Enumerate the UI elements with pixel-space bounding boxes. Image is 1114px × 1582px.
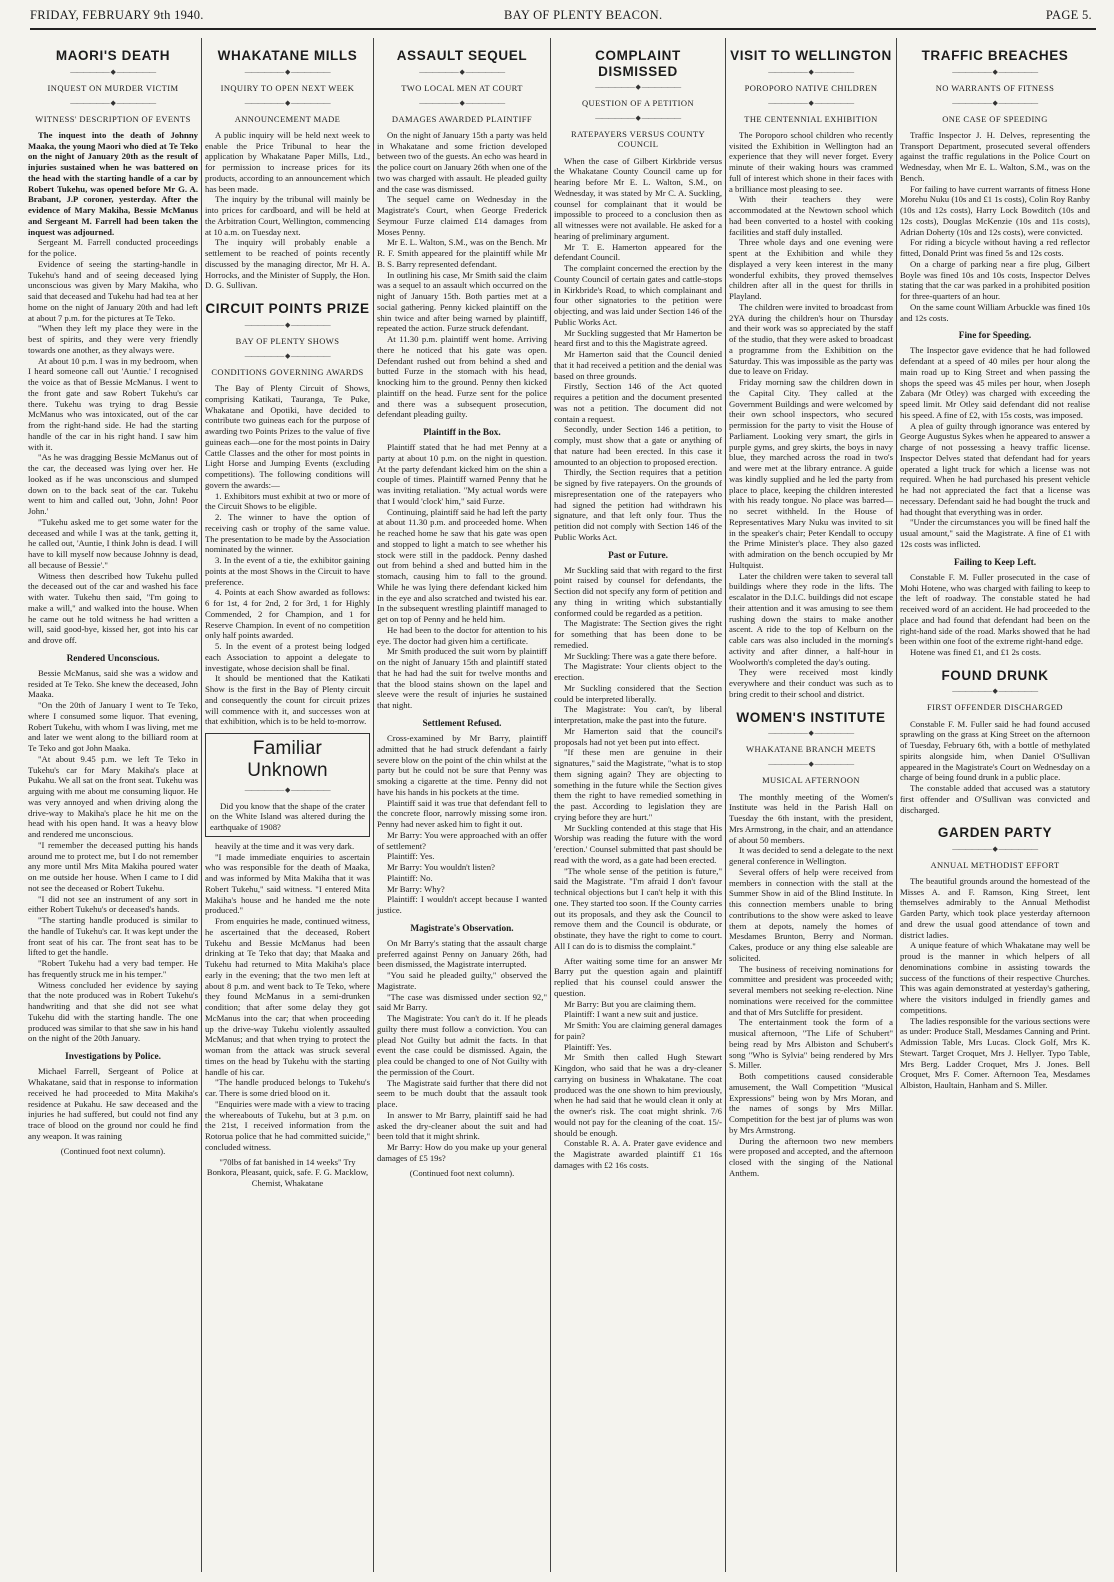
newspaper-name: BAY OF PLENTY BEACON. [504, 8, 663, 22]
paragraph: Witness concluded her evidence by saying that the note produced was in Robert Tukehu's handwriting and that she did not see what Tukehu did with the starting handle. The one produced was similar to that she saw in his hand on the night of the 20th January. [28, 979, 198, 1044]
ornament-rule [377, 99, 547, 108]
paragraph: "At about 9.45 p.m. we left Te Teko in Tukehu's car for Mary Makiha's place at Pukahu. We all sat on the front seat. Tukehu was arguing with me about me consuming liquor. He was very annoyed and when driving along the drive-way to Makiha's place he hit me on the head with his open hand. It was a heavy blow and rendered me unconscious. [28, 753, 198, 840]
continuation-note: (Continued foot next column). [409, 1167, 515, 1178]
paragraph: At about 10 p.m. I was in my bedroom, when I heard someone call out 'Auntie.' I recognised the voice as that of Bessie McManus. I went to the front gate and saw Robert Tukehu's car there. Tukehu was trying to drag Bessie McManus who was intoxicated, out of the car from the right-hand side. He had the starting handle of the car in his right hand. I saw him with it. [28, 355, 198, 452]
paragraph: Mr Barry: You wouldn't listen? [387, 862, 495, 873]
paragraph: "You said he pleaded guilty," observed the Magistrate. [377, 970, 547, 991]
paragraph: "The case was dismissed under section 92," said Mr Barry. [377, 991, 547, 1013]
paragraph: Mr Barry: How do you make up your general damages of £5 19s? [377, 1142, 547, 1163]
paragraph: At 11.30 p.m. plaintiff went home. Arriving there he noticed that his gate was open. Defendant rushed out from behind a shed and butted Furze in the stomach with his head, knocking him to the ground. Penny then kicked plaintiff on the head. Furze sent for the police and there was a subsequent prosecution, defendant pleading guilty. [377, 334, 547, 420]
headline: Familiar Unknown [247, 738, 328, 781]
paragraph: The children were invited to broadcast from 2YA during the children's hour on Thursday and their work was so appreciated by the staff of the studio, that they were asked to broadcast a programme from the Exhibition on the Saturday. This was impossible as the party was due to leave on Friday. [729, 301, 893, 377]
article [900, 48, 1090, 658]
paragraph: Mr Barry: But you are claiming them. [564, 998, 696, 1009]
article [900, 668, 1090, 815]
subheading: Fine for Speeding. [958, 331, 1032, 342]
deck-line: WITNESS' DESCRIPTION OF EVENTS [35, 113, 191, 124]
article [28, 48, 198, 1156]
paragraph: On the same count William Arbuckle was fined 10s and 12s costs. [900, 301, 1090, 323]
paragraph: Mr Suckling said that with regard to the first point raised by counsel for defendants, the Section did not specify any form of petition and any thing in writing which substantially conformed could be regarded as a petition. [554, 564, 722, 618]
paragraph: Plaintiff stated that he had met Penny at a party at about 10 p.m. on the night in question. At the party defendant kicked him on the shin a couple of times. Plaintiff warned Penny that he was inviting retaliation. "My actual words were that I would 'clock' him," said Furze. [377, 442, 547, 506]
paragraph: "I remember the deceased putting his hands around me to protect me, but I do not remember any more until Mrs Mita Makiha poured water on me outside her house. When I came to I did not see the deceased or Robert Tukehu. [28, 839, 198, 893]
paragraph: Plaintiff said it was true that defendant fell to the concrete floor, narrowly missing some iron. Penny had never asked him to fight it out. [377, 797, 547, 830]
paragraph: For failing to have current warrants of fitness Hone Morehu Nuku (10s and £1 1s costs), Colin Roy Ranby (10s and 12s costs), Harry Lock Bowditch (10s and 12s costs), Douglas McKenzie (10s and 11s costs), Adrian Doherty (10s and 12s costs), were convicted. [900, 183, 1090, 237]
paragraph: The complaint concerned the erection by the County Council of certain gates and cattle-stops in Kirkbride's Road, to which complainant and four other signatories to the petition were objecting, and was laid under Section 146 of the Public Works Act. [554, 263, 722, 327]
ornament-rule [729, 68, 893, 77]
paragraph: Bessie McManus, said she was a widow and resided at Te Teko. She knew the deceased, John Maaka. [28, 667, 198, 700]
article [729, 48, 893, 700]
paragraph: The Magistrate: Your clients object to the erection. [554, 661, 722, 683]
issue-date: FRIDAY, FEBRUARY 9th 1940. [30, 8, 204, 22]
paragraph: "Enquiries were made with a view to tracing the whereabouts of Tukehu, but at 3 p.m. on the 21st, I received information from the Rotorua police that he had committed suicide," concluded witness. [205, 1098, 370, 1152]
paragraph: Three whole days and one evening were spent at the Exhibition and while they displayed a very keen interest in the many wonderful exhibits, they proved themselves children after all in the quest for thrills in Playland. [729, 237, 893, 302]
paragraph: "As he was dragging Bessie McManus out of the car, the deceased was lying over her. He looked as if he was unconscious and slumped down on to the back seat of the car. Tukehu went to him and called out, 'John, John! Poor John.' [28, 452, 198, 517]
paragraph: Plaintiff: Yes. [564, 1041, 612, 1052]
paragraph: Firstly, Section 146 of the Act quoted requires a petition and the document presented was not a petition. The document did not contain a request. [554, 381, 722, 424]
paragraph: The Magistrate: The Section gives the right for something that has been done to be remedied. [554, 618, 722, 650]
paragraph: "Tukehu asked me to get some water for the deceased and while I was at the tank, getting it, he called out, 'Auntie, I think John is dead. I will have to kill myself now because Johnny is dead, all because of Bessie'." [28, 516, 198, 570]
column-6 [897, 38, 1093, 1574]
headline: WOMEN'S INSTITUTE [736, 709, 886, 725]
ornament-rule [205, 352, 370, 361]
paragraph: Hotene was fined £1, and £1 2s costs. [910, 647, 1042, 658]
paragraph: With their teachers they were accommodated at the Newtown school which had been converted to a hostel with cooking facilities and staff duly installed. [729, 194, 893, 237]
paragraph: Mr Hamerton said that the Council denied that it had received a petition and the denial was based on three grounds. [554, 349, 722, 381]
headline: MAORI'S DEATH [55, 48, 171, 63]
subheading: Past or Future. [608, 550, 668, 561]
deck-line: INQUIRY TO OPEN NEXT WEEK [220, 82, 355, 93]
paragraph: Plaintiff: Yes. [387, 851, 435, 862]
paragraph: Did you know that the shape of the crater on the White Island was altered during the earthquake of 1908? [210, 800, 365, 833]
masthead-rule [30, 28, 1096, 30]
ornament-rule [900, 845, 1090, 854]
paragraph: "The whole sense of the petition is future," said the Magistrate. "I'm afraid I don't favour technical objections but I can't help it with this one. They started too soon. If the County carries out its proposals, and they ask the Council to remove them and the Council is obdurate, or obstinate, they have the right to come to court. All I can do is to dismiss the complaint." [554, 865, 722, 951]
paragraph: heavily at the time and it was very dark. [215, 840, 355, 851]
headline: FOUND DRUNK [941, 667, 1049, 683]
paragraph: From enquiries he made, continued witness, he ascertained that the deceased, Robert Tukehu and Bessie McManus had been drinking at Te Teko that day; that Maaka and Tukehu had returned to Mita Makiha's place early in the evening; that the two men left at about 8 p.m. and went back to Te Teko, where they found McManus in a semi-drunken condition; that after some delay they got McManus into the car; that when proceeding up the drive-way Tukehu violently assaulted McManus; and that when trying to protect the woman from the attack was struck several times on the head by Tukehu with the starting handle of his car. [205, 916, 370, 1077]
article [729, 710, 893, 1179]
paragraph: "I made immediate enquiries to ascertain who was responsible for the death of Maaka, and was informed by Mita Makiha that it was Robert Tukehu," said witness. "I entered Mita Makiha's house and he handed me the note produced." [205, 851, 370, 916]
headline: COMPLAINT DISMISSED [595, 48, 681, 79]
paragraph: A public inquiry will be held next week to enable the Price Tribunal to hear the application by Whakatane Paper Mills, Ltd., for permission to increase prices for its products, according to an announcement which has been made. [205, 129, 370, 194]
paragraph: Traffic Inspector J. H. Delves, representing the Transport Department, prosecuted several offenders against the traffic regulations in the Police Court on Wednesday, when Mr E. L. Walton, S.M., was on the Bench. [900, 129, 1090, 183]
ornament-rule [210, 786, 365, 795]
ornament-rule [377, 68, 547, 77]
paragraph: Constable R. A. A. Prater gave evidence and the Magistrate awarded plaintiff £1 16s damages with £2 16s costs. [554, 1138, 722, 1170]
paragraph: 2. The winner to have the option of receiving cash or trophy of the same value. The presentation to be made by the Association nominated by the winner. [205, 512, 370, 555]
paragraph: During the afternoon two new members were proposed and accepted, and the afternoon closed with the singing of the National Anthem. [729, 1135, 893, 1178]
subheading: Rendered Unconscious. [66, 653, 160, 664]
paragraph: On the night of January 15th a party was held in Whakatane and some friction developed between two of the guests. An echo was heard in the police court on January 26th when one of the two was charged with assault. He pleaded guilty and the case was dismissed. [377, 129, 547, 194]
paragraph: Mr Suckling: There was a gate there before. [564, 650, 717, 661]
ornament-rule [729, 760, 893, 769]
headline: VISIT TO WELLINGTON [730, 48, 892, 63]
column-5 [726, 38, 896, 1574]
deck-line: INQUEST ON MURDER VICTIM [47, 82, 179, 93]
paragraph: Evidence of seeing the starting-handle in Tukehu's hand and of seeing deceased lying unconscious was given by Mary Makiha, who said that deceased and Tukehu had had tea at her home on the night of January 20th and had left at about 7 p.m. for the pictures at Te Teko. [28, 258, 198, 323]
paragraph: "On the 20th of January I went to Te Teko, where I consumed some liquor. That evening, Robert Tukehu, with whom I was living, met me and later we went along to the billiard room at Te Teko and got John Maaka. [28, 700, 198, 754]
paragraph: The Inspector gave evidence that he had followed defendant at a speed of 40 miles per hour along the main road up to King Street and when passing the shops the speed was 45 miles per hour, when Joseph Zabara (Mr Otley) was charged with exceeding the speed limit. Mr Otley said defendant did not realise his speed. A fine of £2, with 15s costs, was imposed. [900, 345, 1090, 420]
deck-line: BAY OF PLENTY SHOWS [235, 335, 340, 346]
paragraph: 5. In the event of a protest being lodged each Association to appoint a delegate to investigate, whose decision shall be final. [205, 641, 370, 673]
column-3 [374, 38, 550, 1574]
column-2 [202, 38, 373, 1574]
paragraph: Several offers of help were received from members in connection with the stall at the Summer Show in aid of the Blind Institute. In this connection members unable to bring contributions to the show were asked to leave them at depots, namely the homes of Mesdames Brunton, Berry and Norman. Cakes, produce or any thing else saleable are solicited. [729, 866, 893, 963]
paragraph: It should be mentioned that the Katikati Show is the first in the Bay of Plenty circuit and consequently the count for circuit prizes will commence with it, and successes won at that exhibition, which is to be held to-morrow. [205, 673, 370, 727]
paragraph: "The handle produced belongs to Tukehu's car. There is some dried blood on it. [205, 1077, 370, 1099]
continuation-note: (Continued foot next column). [60, 1145, 166, 1156]
paragraph: Mr Suckling suggested that Mr Hamerton be heard first and to this the Magistrate agreed. [554, 327, 722, 349]
paragraph: The Bay of Plenty Circuit of Shows, comprising Katikati, Tauranga, Te Puke, Whakatane and Opotiki, have decided to contribute two guineas each for the purpose of awarding two Points Prizes to the value of five guineas each—one for the most points in Dairy Cattle Classes and the other for most points in Light Horse and Jumping Events (excluding competitions). The following conditions will govern the awards:— [205, 383, 370, 490]
deck-line: RATEPAYERS VERSUS COUNTY COUNCIL [571, 129, 705, 150]
deck-line: QUESTION OF A PETITION [582, 98, 694, 109]
headline: ASSAULT SEQUEL [396, 48, 528, 63]
paragraph: The Magistrate: You can't, by liberal interpretation, make the past into the future. [554, 704, 722, 726]
paragraph: The inquiry by the tribunal will mainly be into prices for cardboard, and will be held at the Arbitration Court, Wellington, commencing at 10 a.m. on Tuesday next. [205, 194, 370, 237]
article [554, 956, 722, 1171]
paragraph: He had been to the doctor for attention to his eye. The doctor had given him a certificate. [377, 624, 547, 646]
paragraph: Both competitions caused considerable amusement, the Wall Competition "Musical Expressions" being won by Mrs Moran, and the names of songs by Mrs Millar. Competition for the best jar of plums was won by Mrs Armstrong. [729, 1071, 893, 1135]
article [377, 48, 547, 1178]
paragraph: "I did not see an instrument of any sort in either Robert Tukehu's or deceased's hands. [28, 893, 198, 915]
deck-line: ONE CASE OF SPEEDING [942, 113, 1048, 124]
article [205, 301, 370, 727]
ornament-rule [28, 99, 198, 108]
subheading: Settlement Refused. [422, 718, 502, 729]
paragraph: The ladies responsible for the various sections were as under: Produce Stall, Mesdames Canning and Print. Admission Table, Mrs Lucas. Clock Golf, Mrs K. Stewart. Target Croquet, Mrs J. Hellyer. Typo Table, Mrs Berg. Ladder Croquet, Mrs J. Jones. Bell Croquet, Mrs F. Comer. Afternoon Tea, Mesdames Albiston, Haultain, Hanham and S. Miller. [900, 1015, 1090, 1091]
headline: WHAKATANE MILLS [217, 48, 358, 63]
paragraph: Witness then described how Tukehu pulled the deceased out of the car and washed his face with water. Tukehu then said, "I'm going to make a will," and walked into the house. When he came out he told witness he had written a will, said good-bye, kissed her, got into his car and drove off. [28, 570, 198, 646]
ornament-rule [729, 729, 893, 738]
paragraph: It was decided to send a delegate to the next general conference in Wellington. [729, 845, 893, 867]
paragraph: 4. Points at each Show awarded as follows: 6 for 1st, 4 for 2nd, 2 for 3rd, 1 for Highly Commended, 2 for Champion, and 1 for Reserve Champion. In event of no competition only half points awarded. [205, 587, 370, 641]
subheading: Investigations by Police. [65, 1052, 161, 1063]
paragraph: The monthly meeting of the Women's Institute was held in the Parish Hall on Tuesday the 6th instant, with the president, Mrs Armstrong, in the chair, and an attendance of about 50 members. [729, 791, 893, 845]
paragraph: Secondly, under Section 146 a petition, to comply, must show that a gate or anything of that nature had been erected. In this case it amounted to an objection to proposed erection. [554, 424, 722, 467]
headline: CIRCUIT POINTS PRIZE [205, 301, 370, 317]
deck-line: POROPORO NATIVE CHILDREN [744, 82, 878, 93]
headline: GARDEN PARTY [937, 825, 1053, 841]
ornament-rule [205, 99, 370, 108]
paragraph: Thirdly, the Section requires that a petition be signed by five ratepayers. On the grounds of misrepresentation one of the ratepayers who had signed the petition had withdrawn his signature, and that left only four. Thus the petition did not comply with Section 146 of the Public Works Act. [554, 467, 722, 542]
paragraph: After waiting some time for an answer Mr Barry put the question again and plaintiff replied that his counsel could answer the question. [554, 955, 722, 998]
deck-line: ANNOUNCEMENT MADE [234, 113, 341, 124]
article [205, 841, 370, 1189]
paragraph: For riding a bicycle without having a red reflector fitted, Donald Print was fined 5s and 12s costs. [900, 237, 1090, 259]
article [900, 825, 1090, 1091]
deck-line: MUSICAL AFTERNOON [762, 775, 860, 786]
paragraph: Mr Smith produced the suit worn by plaintiff on the night of January 15th and plaintiff stated that he had had the suit for twelve months and that the blood stains shown on the lapel and sleeve were the result of injuries he sustained that night. [377, 646, 547, 711]
paragraph: "The starting handle produced is similar to the handle of Tukehu's car. It was kept under the front seat of his car. The front seat has to be lifted to get the handle. [28, 915, 198, 958]
paragraph: When the case of Gilbert Kirkbride versus the Whakatane County Council came up for hearing before Mr E. L. Walton, S.M., on Wednesday, it was stated by Mr C. A. Suckling, counsel for complainant that it would be impossible to proceed to a conclusion then as all witnesses were not available. He asked for a hearing of preliminary argument. [554, 155, 722, 241]
paragraph: Plaintiff: No. [387, 872, 433, 883]
paragraph: Mr Smith then called Hugh Stewart Kingdon, who said that he was a dry-cleaner carrying on business in Whakatane. The coat produced was the one shown to him previously, when he had said that he would clean it only at the owner's risk. The coat might shrink. 7/6 would not pay for the cleaning of the coat. 15/- should be enough. [554, 1052, 722, 1138]
deck-line: THE CENTENNIAL EXHIBITION [744, 113, 878, 124]
article [205, 48, 370, 291]
paragraph: Michael Farrell, Sergeant of Police at Whakatane, said that in response to information received he had proceeded to Mita Makiha's residence at Pukahu. He saw deceased and the injuries he had suffered, but could not find any trace of blood on the ground nor could he find any weapon. It was raining [28, 1066, 198, 1141]
deck-line: ANNUAL METHODIST EFFORT [930, 859, 1060, 870]
paragraph: In outlining his case, Mr Smith said the claim was a sequel to an assault which occurred on the night of January 15th. Both parties met at a social gathering. Penny kicked plaintiff on the shin twice and after being warned by plaintiff, repeated the action. Furze struck defendant. [377, 269, 547, 334]
ornament-rule [900, 99, 1090, 108]
page-number: PAGE 5. [1045, 8, 1092, 22]
continuation-note: "70lbs of fat banished in 14 weeks" Try Bonkora, Pleasant, quick, safe. F. G. Macklow, Chemist, Whakatane [206, 1156, 369, 1189]
article [205, 733, 370, 837]
paragraph: Mr Barry: You were approached with an offer of settlement? [377, 829, 547, 851]
paragraph: On a charge of parking near a fire plug, Gilbert Boyle was fined 10s and 10s costs, Inspector Delves stating that the car was parked in a prohibited position for three-quarters of an hour. [900, 258, 1090, 302]
ornament-rule [205, 68, 370, 77]
masthead [24, 6, 1096, 28]
paragraph: Cross-examined by Mr Barry, plaintiff admitted that he had struck defendant a fairly severe blow on the point of the chin whilst at the party but he could not be sure that Penny was smoking a cigarette at the time. Penny did not have his hands in his pockets at the time. [377, 733, 547, 797]
paragraph: In answer to Mr Barry, plaintiff said he had asked the dry-cleaner about the suit and had been told that it might shrink. [377, 1109, 547, 1142]
ornament-rule [554, 114, 722, 123]
paragraph: The Magistrate: You can't do it. If he pleads guilty there must follow a conviction. You can plead Not Guilty but admit the facts. In that event the case could be dismissed. Again, the plea could be changed to one of Not Guilty with the permission of the Court. [377, 1013, 547, 1077]
paragraph: Sergeant M. Farrell conducted proceedings for the police. [28, 237, 198, 259]
paragraph: "Robert Tukehu had a very bad temper. He has frequently struck me in his temper." [28, 958, 198, 979]
column-1 [25, 38, 201, 1574]
headline: TRAFFIC BREACHES [921, 48, 1069, 63]
paragraph: Later the children were taken to several tall buildings where they rode in the lifts. The escalator in the D.I.C. buildings did not escape their attention and it was amusing to see them rushing down the stairs to make another ascent. A ride to the top of Kelburn on the cable cars was also included in the morning's activity and after dinner, a half-hour in Woolworth's completed the day's outing. [729, 570, 893, 667]
paragraph: The entertainment took the form of a musical afternoon, "The Life of Schubert" being read by Mrs Albiston and Schubert's song "Who is Sylvia" being rendered by Mrs S. Miller. [729, 1017, 893, 1071]
ornament-rule [729, 99, 893, 108]
paragraph: The inquiry will probably enable a settlement to be reached of points recently discussed by the managing director, Mr H. A. Horrocks, and the Minister of Supply, the Hon. D. G. Sullivan. [205, 237, 370, 291]
paragraph: Mr Suckling considered that the Section could be interpreted liberally. [554, 682, 722, 704]
subheading: Plaintiff in the Box. [423, 428, 501, 439]
paragraph: They were received most kindly everywhere and their conduct was such as to bring credit to their school and district. [729, 667, 893, 699]
paragraph: The business of receiving nominations for committee and president was proceeded with; several members not seeking re-election. Nine nominations were received for the committee and that of Mrs Sutcliffe for president. [729, 963, 893, 1017]
ornament-rule [554, 83, 722, 92]
paragraph: The beautiful grounds around the homestead of the Misses A. and F. Ramson, King Street, lent themselves admirably to the Annual Methodist Garden Party, which took place yesterday afternoon and drew the usual good attendance of town and district ladies. [900, 875, 1090, 940]
article [554, 48, 722, 952]
paragraph: Constable F. M. Fuller prosecuted in the case of Mohi Hotene, who was charged with failing to keep to the left of roadway. The constable stated he had received word of an accident. He had proceeded to the place and had found that defendant had been on the right-hand side of the road. Marks showed that he had been within one foot of the extreme right-hand edge. [900, 571, 1090, 647]
paragraph: Plaintiff: I wouldn't accept because I wanted justice. [377, 894, 547, 916]
deck-line: TWO LOCAL MEN AT COURT [401, 82, 523, 93]
paragraph: Constable F. M. Fuller said he had found accused sprawling on the grass at King Street on the afternoon of Tuesday, February 6th, with a bottle of methylated spirits alongside him, when Daniel O'Sullivan appeared in the Magistrate's Court on Wednesday on a charge of being found drunk in a public place. [900, 718, 1090, 783]
paragraph: 3. In the event of a tie, the exhibitor gaining points at the most Shows in the Circuit to have preference. [205, 555, 370, 587]
paragraph: Continuing, plaintiff said he had left the party at about 11.30 p.m. and proceeded home. When he reached home he saw that his gate was open and stopped to light a match to see whether his stock were still in the paddock. Penny dashed out from behind a shed and butted him in the stomach, causing him to fall to the ground. While he was lying there defendant kicked him in the eye and also scratched and twisted his ear. In the subsequent wrestling plaintiff managed to get on top of Penny and he held him. [377, 506, 547, 625]
paragraph: A plea of guilty through ignorance was entered by George Augustus Sykes when he appeared to answer a charge of not possessing a heavy traffic license. Inspector Delves stated that defendant had for years operated a light truck for which a license was not required. When he had purchased his present vehicle he had not appreciated the fact that a license was necessary. Defendant said he had bought the truck and had thought that everything was in order. [900, 420, 1090, 517]
paragraph: Mr T. E. Hamerton appeared for the defendant Council. [554, 241, 722, 263]
deck-line: CONDITIONS GOVERNING AWARDS [211, 366, 364, 377]
ornament-rule [205, 321, 370, 330]
paragraph: A unique feature of which Whakatane may well be proud is the manner in which helpers of all denominations combine in assisting towards the success of the functions of their respective Churches. This was again demonstrated at yesterday's gathering, where the visitors indulged in friendly games and competitions. [900, 940, 1090, 1015]
paragraph: "If these men are genuine in their signatures," said the Magistrate, "what is to stop them signing again? They are objecting to something in the future while the Section gives them the right to have remedied something in the past. According to legislation they are crying before they are hurt." [554, 747, 722, 822]
deck-line: NO WARRANTS OF FITNESS [935, 82, 1055, 93]
deck-line: FIRST OFFENDER DISCHARGED [927, 702, 1063, 713]
lead-paragraph: The inquest into the death of Johnny Maaka, the young Maori who died at Te Teko on the night of January 20th as the result of injuries sustained when he was battered on the head with the starting handle of a car by Robert Tukehu, was opened before Mr G. A. Brabant, J.P coroner, yesterday. After the evidence of Mary Makiha, Bessie McManus and Sergeant M. Farrell had been taken the inquest was adjourned. [28, 129, 198, 237]
paragraph: Friday morning saw the children down in the Capital City. They called at the Government Buildings and were welcomed by their own school inspectors, who secured permission for the party to visit the House of Parliament. Looking very smart, the girls in purple gyms, and grey skirts, the boys in navy blue, they marched across the road in two's and were met at the library entrance. A guide was kindly supplied and he led the party from place to place, keeping the children interested with his ready tongue. No place was barred—no secret withheld. In the House of Representatives Mary Nuku was invited to sit in the speaker's chair; Peter Kendall to occupy the Prime Minister's place. They also gazed with admiration on the bench occupied by Mr Hultquist. [729, 377, 893, 570]
deck-line: WHAKATANE BRANCH MEETS [746, 744, 876, 755]
subheading: Failing to Keep Left. [953, 557, 1037, 568]
paragraph: The Magistrate said further that there did not seem to be much doubt that the assault took place. [377, 1077, 547, 1110]
ornament-rule [900, 687, 1090, 696]
paragraph: Mr E. L. Walton, S.M., was on the Bench. Mr R. F. Smith appeared for the plaintiff while Mr B. S. Barry represented defendant. [377, 237, 547, 269]
paragraph: The sequel came on Wednesday in the Magistrate's Court, when George Frederick Seymour Furze claimed £14 damages from Moses Penny. [377, 194, 547, 237]
paragraph: 1. Exhibitors must exhibit at two or more of the Circuit Shows to be eligible. [205, 490, 370, 512]
deck-line: DAMAGES AWARDED PLAINTIFF [391, 113, 533, 124]
subheading: Magistrate's Observation. [410, 923, 514, 934]
paragraph: The constable added that accused was a statutory first offender and O'Sullivan was convicted and discharged. [900, 783, 1090, 815]
paragraph: "Under the circumstances you will be fined half the usual amount," said the Magistrate. A fine of £1 with 12s costs was inflicted. [900, 517, 1090, 549]
paragraph: On Mr Barry's stating that the assault charge preferred against Penny on January 26th, had been dismissed, the Magistrate interrupted. [377, 937, 547, 970]
paragraph: Plaintiff: I want a new suit and justice. [564, 1009, 698, 1020]
paragraph: Mr Hamerton said that the council's proposals had not yet been put into effect. [554, 725, 722, 747]
paragraph: The Poroporo school children who recently visited the Exhibition in Wellington had an experience that they will never forget. Every minute of their waking hours was crammed full of interest which shone in their faces with a brilliance most pleasing to see. [729, 129, 893, 194]
paragraph: Mr Smith: You are claiming general damages for pain? [554, 1020, 722, 1041]
paragraph: Mr Suckling contended at this stage that His Worship was reading the future with the word 'erection.' Counsel submitted that past should be read with the word, as a gate had been erected. [554, 822, 722, 865]
paragraph: Mr Barry: Why? [387, 883, 445, 894]
ornament-rule [900, 68, 1090, 77]
ornament-rule [28, 68, 198, 77]
paragraph: "When they left my place they were in the best of spirits, and they were very friendly towards one another, as they always were. [28, 323, 198, 355]
column-4 [551, 38, 725, 1574]
